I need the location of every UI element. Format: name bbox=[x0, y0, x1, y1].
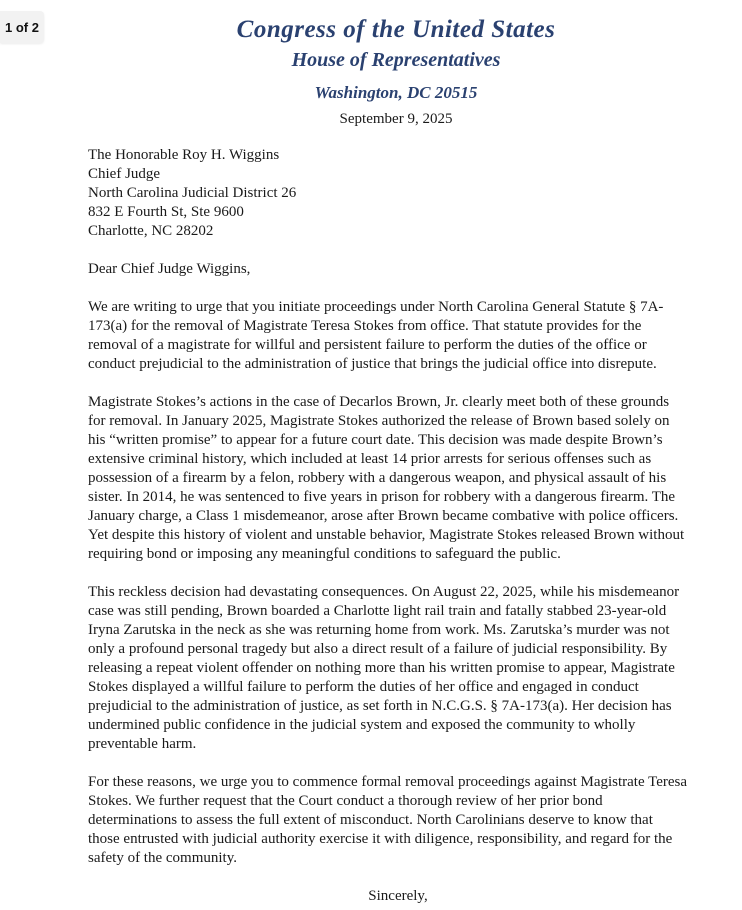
letter-date: September 9, 2025 bbox=[339, 111, 453, 127]
address-line: 832 E Fourth St, Ste 9600 bbox=[88, 204, 244, 220]
letterhead bbox=[0, 14, 742, 130]
address-line: Chief Judge bbox=[88, 166, 161, 182]
paragraph-2: Magistrate Stokes’s actions in the case of Decarlos Brown, Jr. clearly meet both of these grounds for removal. In January 2025, Magistrate Stokes authorized the release of Brown based solely on his “written promise” to appear for a future court date. This decision was made despite Brown’s extensive criminal history, which included at least 14 prior arrests for serious offenses such as possession of a firearm by a felon, robbery with a dangerous weapon, and physical assault of his sister. In 2014, he was sentenced to five years in prison for robbery with a dangerous firearm. The January charge, a Class 1 misdemeanor, arose after Brown became combative with police officers. Yet despite this history of violent and unstable behavior, Magistrate Stokes released Brown without requiring bond or imposing any meaningful conditions to safeguard the public. bbox=[88, 394, 685, 562]
paragraph-4: For these reasons, we urge you to commence formal removal proceedings against Magistrate Teresa Stokes. We further request that the Court conduct a thorough review of her prior bond determinations to assess the full extent of misconduct. North Carolinians deserve to know that those entrusted with judicial authority exercise it with diligence, responsibility, and regard for the safety of the community. bbox=[88, 774, 688, 866]
paragraph-3: This reckless decision had devastating consequences. On August 22, 2025, while his misdemeanor case was still pending, Brown boarded a Charlotte light rail train and fatally stabbed 23-year-old Iryna Zarutska in the neck as she was returning home from work. Ms. Zarutska’s murder was not only a profound personal tragedy but also a direct result of a failure of judicial responsibility. By releasing a repeat violent offender on nothing more than his written promise to appear, Magistrate Stokes displayed a willful failure to perform the duties of her office and engaged in conduct prejudicial to the administration of justice, as set forth in N.C.G.S. § 7A-173(a). Her decision has undermined public confidence in the judicial system and exposed the community to wholly preventable harm. bbox=[88, 584, 680, 752]
closing: Sincerely, bbox=[368, 888, 428, 904]
letter-body bbox=[88, 146, 688, 906]
paragraph-1: We are writing to urge that you initiate proceedings under North Carolina General Statute § 7A-173(a) for the removal of Magistrate Teresa Stokes from office. That statute provides for the removal of a magistrate for willful and persistent failure to perform the duties of the office or conduct prejudicial to the administration of justice that brings the judicial office into disrepute. bbox=[88, 299, 664, 372]
address-line: Charlotte, NC 28202 bbox=[88, 223, 214, 239]
letterhead-congress: Congress of the United States bbox=[236, 16, 556, 43]
address-line: North Carolina Judicial District 26 bbox=[88, 185, 297, 201]
address-line: The Honorable Roy H. Wiggins bbox=[88, 147, 280, 163]
page-indicator-badge: 1 of 2 bbox=[0, 11, 44, 43]
letterhead-house: House of Representatives bbox=[291, 49, 501, 71]
salutation: Dear Chief Judge Wiggins, bbox=[88, 261, 251, 277]
recipient-address bbox=[88, 146, 688, 241]
letterhead-city: Washington, DC 20515 bbox=[314, 83, 478, 102]
